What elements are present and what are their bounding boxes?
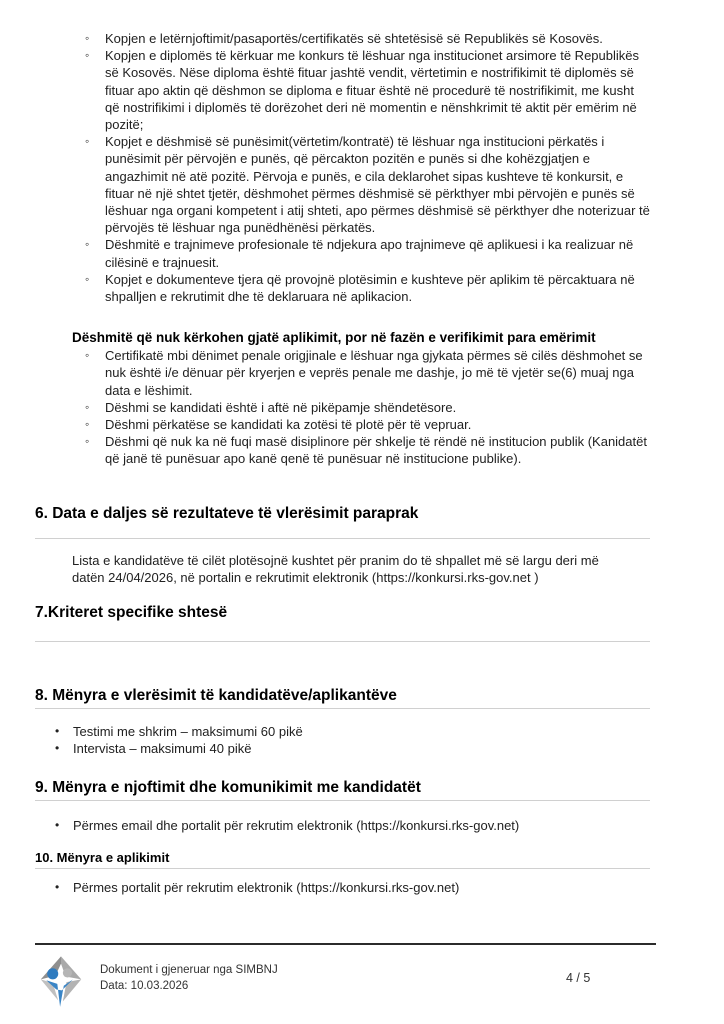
footer-note — [100, 962, 278, 994]
list-item: ◦ Kopjen e letërnjoftimit/pasaportës/certifikatës së shtetësisë së Republikës së Kosovës. — [35, 30, 650, 47]
section-6-body: Lista e kandidatëve të cilët plotësojnë kushtet për pranim do të shpallet më së largu deri më datën 24/04/2026, në portalin e rekrutimit elektronik (https://konkursi.rks-gov.net ) — [72, 552, 599, 585]
list-item: ◦ Dëshmi që nuk ka në fuqi masë disiplinore për shkelje të rëndë në institucion publik (Kanidatët që janë të punësuar apo kanë qenë të punësuar në institucione publike). — [35, 433, 650, 467]
footer-date: Data: 10.03.2026 — [100, 980, 189, 992]
list-item: • Intervista – maksimumi 40 pikë — [35, 740, 650, 758]
divider — [35, 641, 650, 642]
list-item: ◦ Dëshmi se kandidati është i aftë në pikëpamje shëndetësore. — [35, 399, 650, 416]
divider — [35, 868, 650, 869]
list-item: ◦ Kopjet e dëshmisë së punësimit(vërtetim/kontratë) të lëshuar nga institucioni përkatës i punësimit për përvojën e punës, që përcakton pozitën e punës si dhe kohëzgjatjen e angazhimit në atë pozitë. Përvoja e punës, e cila deklarohet sipas kushteve të konkursit, e fituar në një shtet tjetër, dëshmohet përmes dëshmisë së përkthyer mbi përvojën e punës së lëshuar nga organi kompetent i atij shteti, apo përmes dëshmisë së përkthyer dhe noterizuar të përvojës të lëshuar nga punëdhënësi përkatës. — [35, 133, 650, 236]
list-item: ◦ Kopjet e dokumenteve tjera që provojnë plotësimin e kushteve për aplikim të përcaktuara në shpalljen e rekrutimit dhe të deklaruara në aplikacion. — [35, 271, 650, 305]
divider — [35, 538, 650, 539]
list-item: ◦ Kopjen e diplomës të kërkuar me konkurs të lëshuar nga institucionet arsimore të Republikës së Kosovës. Nëse diploma është fituar jashtë vendit, vërtetimin e nostrifikimit të diplomës së fituar apo aktin që dëshmon se diploma e fituar është në procedurë të nostrifikimit, me kusht që nostrifikimi i diplomës të dorëzohet deri në momentin e nënshkrimit të aktit për emërim në pozitë; — [35, 47, 650, 133]
section-8-heading: 8. Mënyra e vlerësimit të kandidatëve/aplikantëve — [35, 686, 397, 704]
section-8-list — [35, 723, 650, 758]
divider — [35, 800, 650, 801]
footer-generated-by: Dokument i gjeneruar nga SIMBNJ — [100, 964, 278, 976]
list-item: ◦ Certifikatë mbi dënimet penale origjinale e lëshuar nga gjykata përmes së cilës dëshmohet se nuk është i/e dënuar për kryerjen e veprës penale me dashje, jo më të vjetër se(6) muaj nga data e lëshimit. — [35, 347, 650, 399]
section-10-heading: 10. Mënyra e aplikimit — [35, 850, 170, 866]
footer-divider — [35, 943, 656, 945]
section-10-list — [35, 879, 650, 897]
list-item: ◦ Dëshmi përkatëse se kandidati ka zotësi të plotë për të vepruar. — [35, 416, 650, 433]
simbnj-logo-icon — [38, 954, 84, 1012]
verification-documents-list — [35, 347, 650, 467]
section-9-heading: 9. Mënyra e njoftimit dhe komunikimit me kandidatët — [35, 778, 421, 796]
list-item: • Testimi me shkrim – maksimumi 60 pikë — [35, 723, 650, 741]
list-item: ◦ Dëshmitë e trajnimeve profesionale të ndjekura apo trajnimeve që aplikuesi i ka realizuar në cilësinë e trajnuesit. — [35, 236, 650, 270]
section-7-heading: 7.Kriteret specifike shtesë — [35, 603, 228, 621]
divider — [35, 708, 650, 709]
list-item: • Përmes portalit për rekrutim elektronik (https://konkursi.rks-gov.net) — [35, 879, 650, 897]
list-item: • Përmes email dhe portalit për rekrutim elektronik (https://konkursi.rks-gov.net) — [35, 817, 650, 835]
page-number: 4 / 5 — [566, 971, 591, 985]
section-9-list — [35, 817, 650, 835]
verification-phase-heading: Dëshmitë që nuk kërkohen gjatë aplikimit, por në fazën e verifikimit para emërimit — [72, 330, 596, 346]
required-documents-list — [35, 30, 650, 305]
section-6-heading: 6. Data e daljes së rezultateve të vlerësimit paraprak — [35, 504, 419, 522]
